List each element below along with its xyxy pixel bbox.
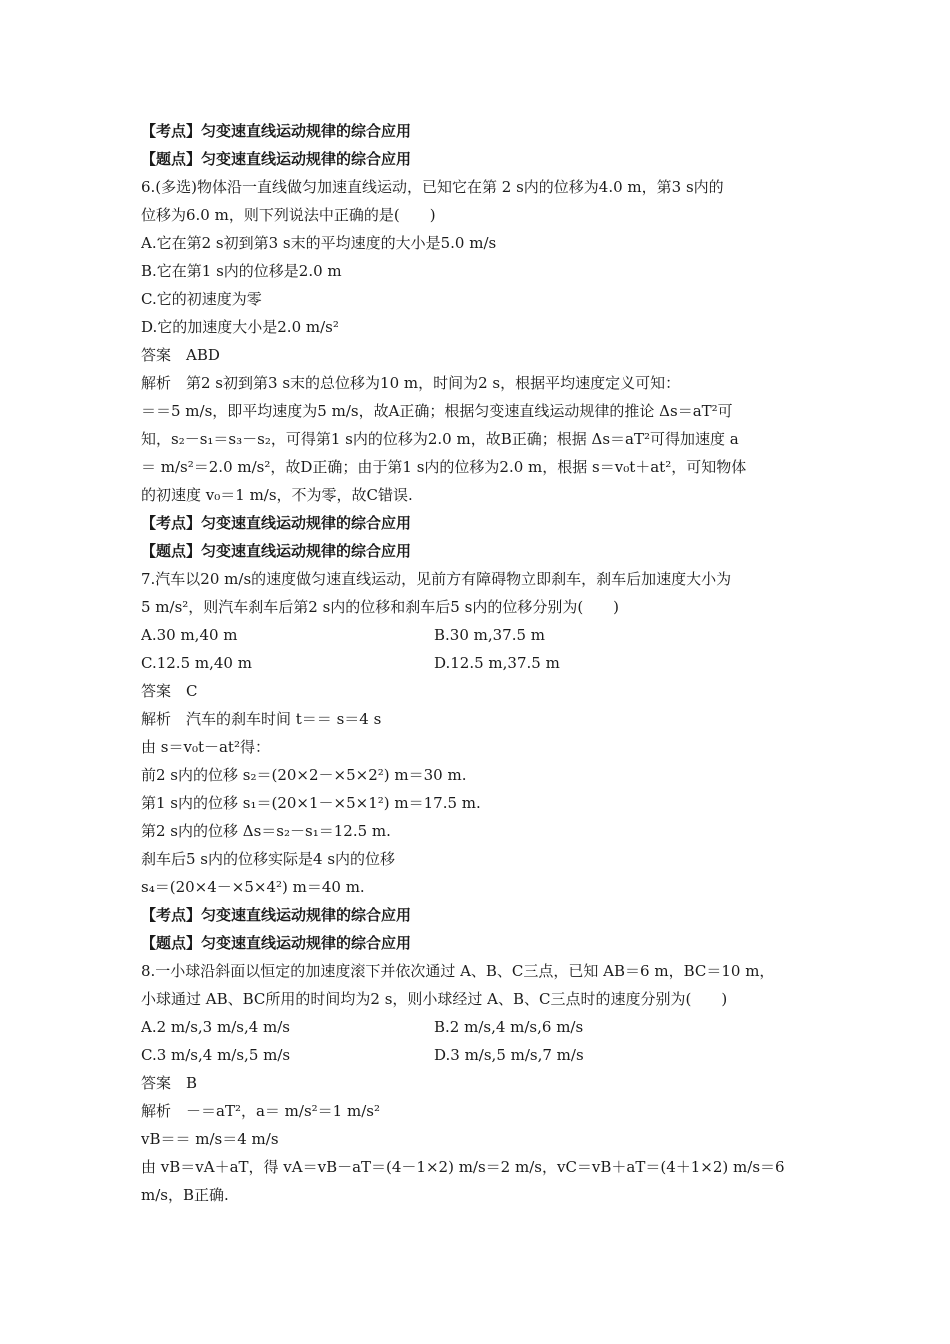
option-d: D.3 m/s,5 m/s,7 m/s bbox=[434, 1046, 584, 1064]
analysis-line: 前2 s内的位移 s₂＝(20×2－×5×2²) m＝30 m. bbox=[141, 766, 467, 784]
analysis-line: vB＝＝ m/s＝4 m/s bbox=[141, 1130, 279, 1148]
option-a: A.它在第2 s初到第3 s末的平均速度的大小是5.0 m/s bbox=[141, 234, 497, 252]
option-c: C.12.5 m,40 m bbox=[141, 654, 252, 672]
option-row bbox=[141, 1041, 821, 1069]
option-row bbox=[141, 621, 821, 649]
question-7-stem-cont: 5 m/s²，则汽车刹车后第2 s内的位移和刹车后5 s内的位移分别为( ) bbox=[141, 598, 620, 616]
option-b: B.它在第1 s内的位移是2.0 m bbox=[141, 262, 342, 280]
tidian-label: 【题点】匀变速直线运动规律的综合应用 bbox=[141, 150, 412, 168]
kaodian-label: 【考点】匀变速直线运动规律的综合应用 bbox=[141, 514, 412, 532]
question-6-stem: 6.(多选)物体沿一直线做匀加速直线运动，已知它在第 2 s内的位移为4.0 m，第3 s内的 bbox=[141, 178, 724, 196]
analysis-line: ＝ m/s²＝2.0 m/s²，故D正确；由于第1 s内的位移为2.0 m，根据 s＝v₀t＋at²，可知物体 bbox=[141, 458, 747, 476]
analysis-line: 的初速度 v₀＝1 m/s，不为零，故C错误. bbox=[141, 486, 413, 504]
option-c: C.它的初速度为零 bbox=[141, 290, 262, 308]
option-c: C.3 m/s,4 m/s,5 m/s bbox=[141, 1046, 291, 1064]
answer: 答案 B bbox=[141, 1074, 198, 1092]
analysis-line: 由 s＝v₀t－at²得： bbox=[141, 738, 270, 756]
analysis-line: 知，s₂－s₁＝s₃－s₂，可得第1 s内的位移为2.0 m，故B正确；根据 Δs＝aT²可得加速度 a bbox=[141, 430, 739, 448]
analysis-line: 第2 s内的位移 Δs＝s₂－s₁＝12.5 m. bbox=[141, 822, 391, 840]
tidian-label: 【题点】匀变速直线运动规律的综合应用 bbox=[141, 934, 412, 952]
option-d: D.它的加速度大小是2.0 m/s² bbox=[141, 318, 339, 336]
analysis: 解析 汽车的刹车时间 t＝＝ s＝4 s bbox=[141, 710, 382, 728]
analysis: 解析 第2 s初到第3 s末的总位移为10 m，时间为2 s，根据平均速度定义可知： bbox=[141, 374, 681, 392]
analysis-line: 刹车后5 s内的位移实际是4 s内的位移 bbox=[141, 850, 396, 868]
answer: 答案 C bbox=[141, 682, 198, 700]
question-8-stem-cont: 小球通过 AB、BC所用的时间均为2 s，则小球经过 A、B、C三点时的速度分别为( ) bbox=[141, 990, 728, 1008]
option-d: D.12.5 m,37.5 m bbox=[434, 654, 560, 672]
analysis: 解析 －＝aT²，a＝ m/s²＝1 m/s² bbox=[141, 1102, 380, 1120]
analysis-line: s₄＝(20×4－×5×4²) m＝40 m. bbox=[141, 878, 365, 896]
kaodian-label: 【考点】匀变速直线运动规律的综合应用 bbox=[141, 906, 412, 924]
option-b: B.2 m/s,4 m/s,6 m/s bbox=[434, 1018, 584, 1036]
option-a: A.30 m,40 m bbox=[141, 626, 238, 644]
kaodian-label: 【考点】匀变速直线运动规律的综合应用 bbox=[141, 122, 412, 140]
option-a: A.2 m/s,3 m/s,4 m/s bbox=[141, 1018, 290, 1036]
analysis-line: 由 vB＝vA＋aT，得 vA＝vB－aT＝(4－1×2) m/s＝2 m/s，vC＝vB＋aT＝(4＋1×2) m/s＝6 bbox=[141, 1158, 785, 1176]
tidian-label: 【题点】匀变速直线运动规律的综合应用 bbox=[141, 542, 412, 560]
question-8-stem: 8.一小球沿斜面以恒定的加速度滚下并依次通过 A、B、C三点，已知 AB＝6 m，BC＝10 m， bbox=[141, 962, 775, 980]
option-row bbox=[141, 1013, 821, 1041]
analysis-line: 第1 s内的位移 s₁＝(20×1－×5×1²) m＝17.5 m. bbox=[141, 794, 481, 812]
analysis-line: m/s，B正确. bbox=[141, 1186, 229, 1204]
question-6-stem-cont: 位移为6.0 m，则下列说法中正确的是( ) bbox=[141, 206, 436, 224]
answer: 答案 ABD bbox=[141, 346, 220, 364]
option-b: B.30 m,37.5 m bbox=[434, 626, 546, 644]
question-7-stem: 7.汽车以20 m/s的速度做匀速直线运动，见前方有障碍物立即刹车，刹车后加速度大小为 bbox=[141, 570, 732, 588]
analysis-line: ＝＝5 m/s，即平均速度为5 m/s，故A正确；根据匀变速直线运动规律的推论 Δs＝aT²可 bbox=[141, 402, 733, 420]
option-row bbox=[141, 649, 821, 677]
